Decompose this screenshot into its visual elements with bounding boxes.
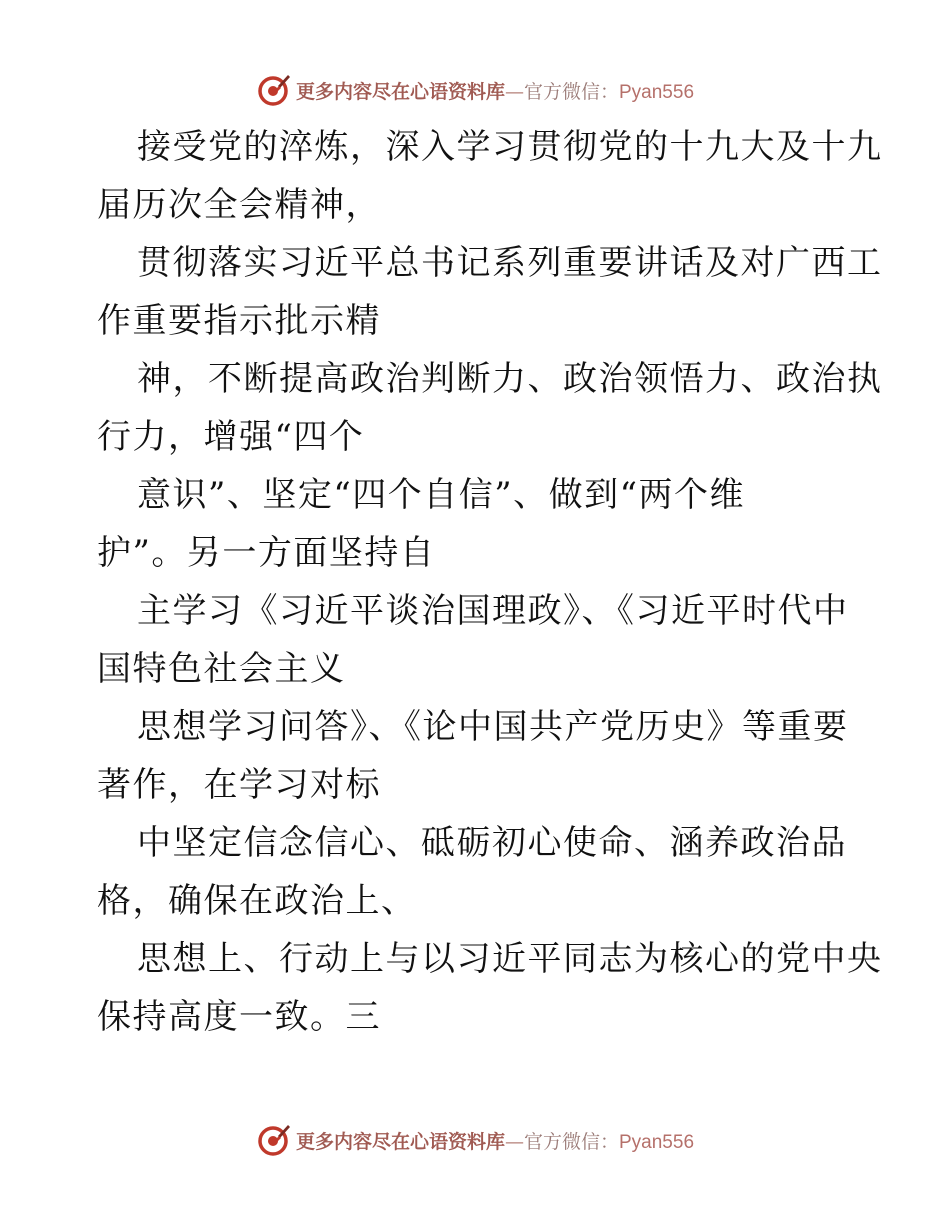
header-banner-dash: — <box>504 80 524 103</box>
paragraph-line: 护”。另一方面坚持自 <box>97 533 436 573</box>
paragraph-line: 保持高度一致。三 <box>97 997 381 1037</box>
paragraph-line: 国特色社会主义 <box>97 649 346 689</box>
paragraph <box>97 118 883 234</box>
footer-banner-text <box>296 1127 694 1154</box>
paragraph <box>97 698 857 814</box>
paragraph-line: 格，确保在政治上、 <box>97 881 417 921</box>
paragraph <box>97 930 883 1046</box>
paragraph <box>97 466 857 582</box>
paragraph-line-indented: 接受党的淬炼，深入学习贯彻党的十九大及十九 <box>137 127 883 167</box>
footer-banner <box>0 1120 950 1160</box>
footer-banner-official: 官方微信： <box>523 1130 619 1153</box>
paragraph-line-indented: 中坚定信念信心、砥砺初心使命、涵养政治品 <box>137 823 847 863</box>
paragraph-line-indented: 思想上、行动上与以习近平同志为核心的党中央 <box>137 939 883 979</box>
header-banner <box>0 70 950 110</box>
paragraph-line-indented: 主学习《习近平谈治国理政》、《习近平时代中 <box>137 591 849 631</box>
paragraph-line: 著作，在学习对标 <box>97 765 381 805</box>
footer-banner-dash: — <box>504 1130 524 1153</box>
pen-circle-logo-icon <box>256 1122 292 1158</box>
paragraph-line-indented: 意识”、坚定“四个自信”、做到“两个维 <box>137 475 746 515</box>
paragraph-line-indented: 贯彻落实习近平总书记系列重要讲话及对广西工 <box>137 243 883 283</box>
paragraph-line-indented: 思想学习问答》、《论中国共产党历史》等重要 <box>137 707 849 747</box>
paragraph <box>97 582 857 698</box>
paragraph-line: 届历次全会精神， <box>97 185 381 225</box>
footer-banner-handle: Pyan556 <box>619 1131 695 1153</box>
paragraph <box>97 814 857 930</box>
pen-circle-logo-icon <box>256 72 292 108</box>
footer-banner-inner <box>256 1122 694 1158</box>
header-banner-main: 更多内容尽在心语资料库 <box>295 80 505 103</box>
paragraph <box>97 350 883 466</box>
footer-banner-main: 更多内容尽在心语资料库 <box>295 1130 505 1153</box>
paragraph-line-indented: 神，不断提高政治判断力、政治领悟力、政治执 <box>137 359 883 399</box>
header-banner-handle: Pyan556 <box>619 81 695 103</box>
paragraph-line: 作重要指示批示精 <box>97 301 381 341</box>
header-banner-official: 官方微信： <box>523 80 619 103</box>
header-banner-text <box>296 77 694 104</box>
paragraph <box>97 234 883 350</box>
body-text <box>97 118 883 1046</box>
header-banner-inner <box>256 72 694 108</box>
paragraph-line: 行力，增强“四个 <box>97 417 365 457</box>
